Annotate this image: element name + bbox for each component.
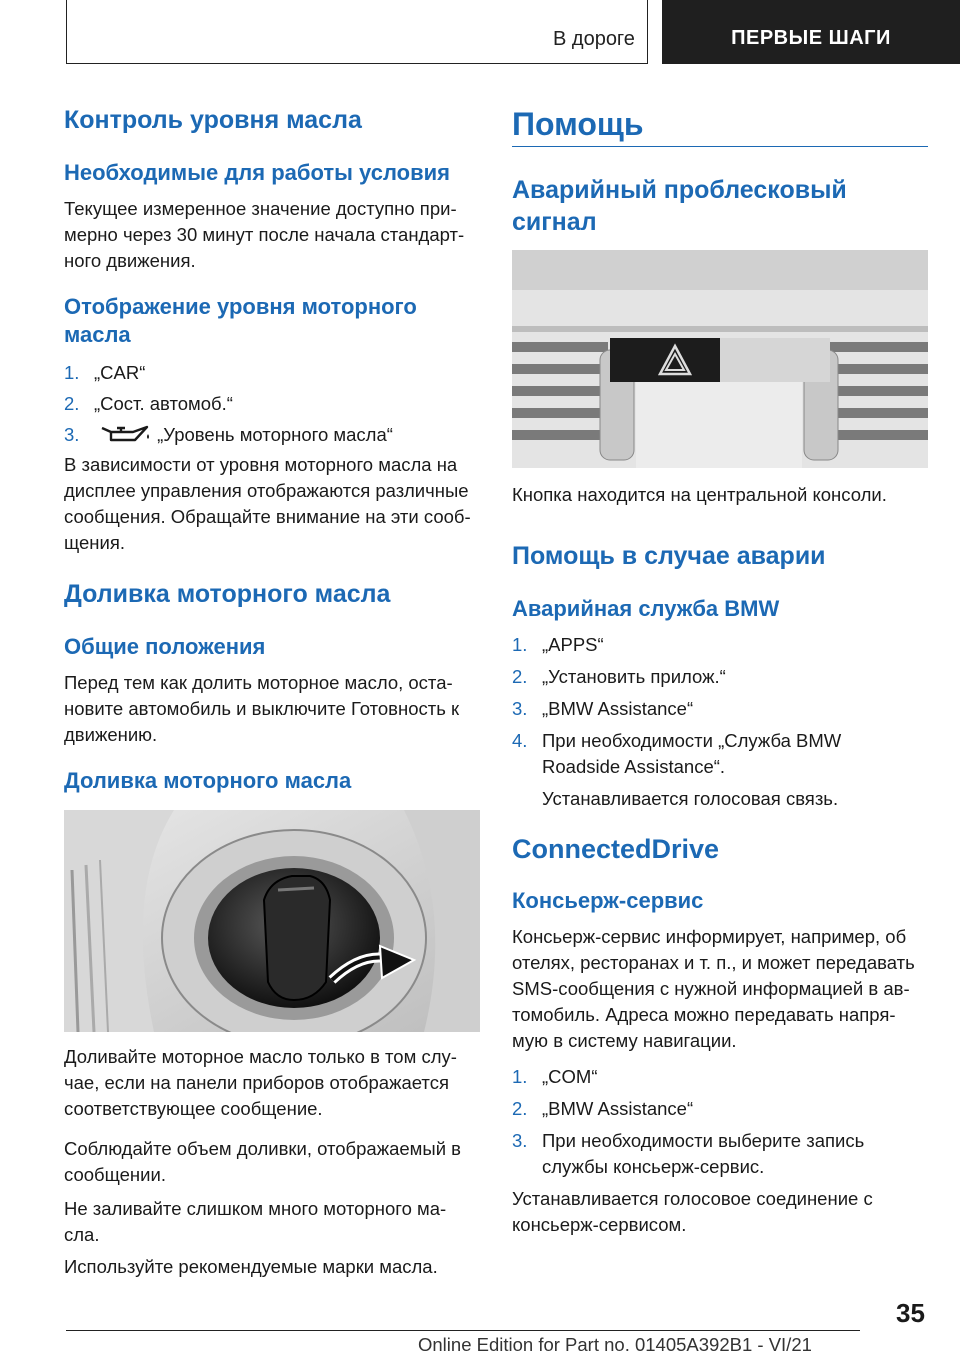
button-location-caption: Кнопка находится на центральной консоли. [512,484,887,505]
dont-overfill-text: Не заливайте слишком много моторного ма- сла. [64,1198,447,1245]
header-tab-label[interactable]: В дороге [553,28,635,50]
final-text: Устанавливается голосовое соединение с консьерж-сервисом. [512,1188,873,1235]
help-title-rule [512,146,928,147]
concierge-title: Консьерж-сервис [512,888,704,913]
hazard-button-image [512,250,928,468]
brand-text: Используйте рекомендуемые марки масла. [64,1256,438,1277]
list-item: 2. „Сост. автомоб.“ [64,393,233,414]
conditions-title: Необходимые для работы условия [64,160,450,185]
oil-filler-cap-image [64,810,480,1032]
list-item: 1. „APPS“ [512,634,604,655]
list-item: 1. „COM“ [512,1066,598,1087]
connecteddrive-title: ConnectedDrive [512,834,720,864]
list-item: 2. „BMW Assistance“ [512,1098,694,1119]
list-item: 1. „CAR“ [64,362,146,383]
volume-text: Соблюдайте объем доливки, отображаемый в сообщении. [64,1138,461,1185]
list-item: 2. „Установить прилож.“ [512,666,726,687]
refill-title: Доливка моторного масла [64,580,391,608]
accident-help-title: Помощь в случае аварии [512,542,826,570]
list-item: 3. „Уровень моторного масла“ [64,424,393,445]
list-item: 3. „BMW Assistance“ [512,698,694,719]
page-number: 35 [896,1298,925,1328]
footer-rule [66,1330,860,1331]
service-note: Устанавливается голосовая связь. [542,788,839,809]
concierge-text: Консьерж-сервис информирует, например, об отелях, ресторанах и т. п., и может передавать SMS-сообщения с нужной информацией в ав- томобиль. Адреса можно передавать напря- мую в систему навигации. [512,926,915,1051]
bmw-service-title: Аварийная служба BMW [512,596,780,621]
header-section-label[interactable]: ПЕРВЫЕ ШАГИ [662,0,960,64]
general-text: Перед тем как долить моторное масло, оста- новите автомобиль и выключите Готовность к движению. [64,672,460,745]
help-title: Помощь [512,106,644,142]
display-oil-title: Отображение уровня моторного масла [64,294,417,347]
edition-footer: Online Edition for Part no. 01405A392B1 - VI/21 [418,1334,812,1355]
display-text: В зависимости от уровня моторного масла на дисплее управления отображаются различные сообщения. Обращайте внимание на эти сооб- щения. [64,454,471,553]
oil-can-icon [99,423,151,445]
hazard-title: Аварийный проблесковый сигнал [512,176,847,236]
refill-subtitle: Доливка моторного масла [64,768,352,793]
list-item: 4. При необходимости „Служба BMW Roadside Assistance“. [512,730,842,777]
oil-level-title: Контроль уровня масла [64,106,362,134]
conditions-text: Текущее измеренное значение доступно при- мерно через 30 минут после начала стандарт- ного движения. [64,198,465,271]
refill-instruction-text: Доливайте моторное масло только в том слу- чае, если на панели приборов отображается соответствующее сообщение. [64,1046,457,1119]
list-item: 3. При необходимости выберите запись службы консьерж-сервис. [512,1130,865,1177]
general-title: Общие положения [64,634,266,659]
